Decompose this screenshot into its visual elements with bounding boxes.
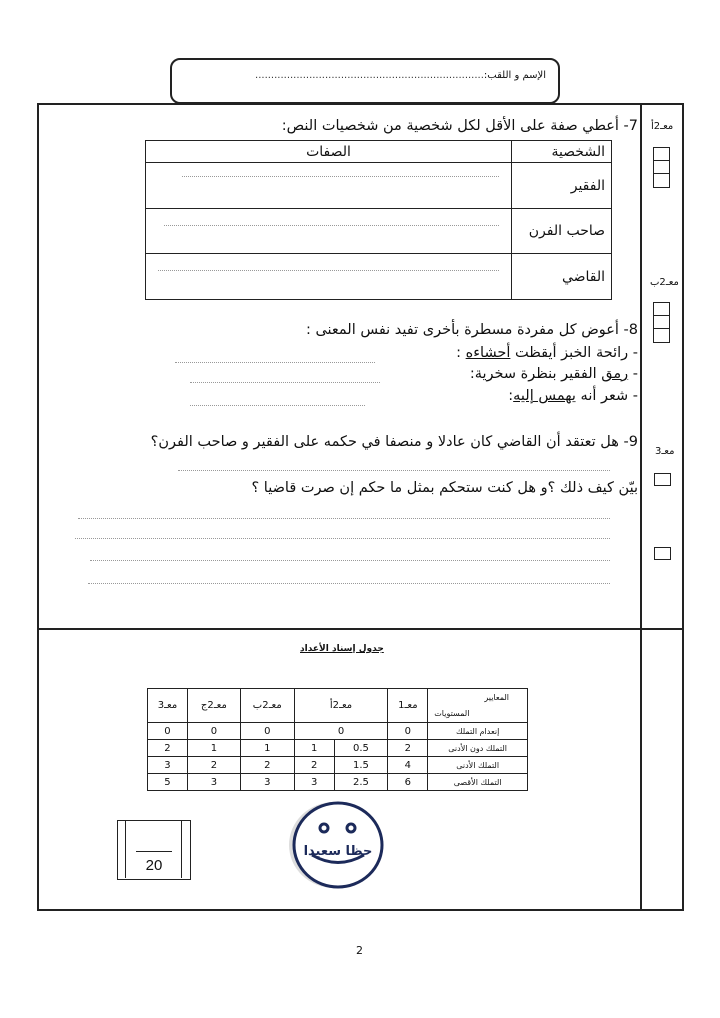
criterion-2b-label: معـ2ب — [650, 277, 679, 288]
grading-title: جدول إسناد الأعداد — [300, 644, 384, 654]
q9-answer-line[interactable] — [75, 538, 610, 539]
table-row: التملك الأدنى 4 1.5 2 2 2 3 — [148, 757, 528, 774]
q7-table — [145, 140, 612, 300]
header-c3: معـ3 — [148, 689, 188, 723]
table-row: التملك الأقصى 6 2.5 3 3 3 5 — [148, 774, 528, 791]
traits-answer[interactable] — [146, 163, 512, 209]
smiley-text: حظا سعيدا — [303, 844, 373, 859]
page-number: 2 — [356, 944, 363, 957]
criteria-divider — [640, 103, 642, 911]
q8-answer[interactable] — [175, 362, 375, 363]
traits-answer[interactable] — [146, 209, 512, 254]
q9-sub: بيّن كيف ذلك ؟و هل كنت ستحكم بمثل ما حكم إن صرت قاضيا ؟ — [251, 480, 638, 496]
q7-title: 7- أعطي صفة على الأقل لكل شخصية من شخصيات النص: — [281, 118, 638, 134]
q8-item: - شعر أنه يهمس إليه: — [508, 388, 638, 404]
criterion-2a-label: معـ2أ — [651, 121, 674, 132]
section-divider — [37, 628, 684, 630]
q9-title: 9- هل تعتقد أن القاضي كان عادلا و منصفا في حكمه على الفقير و صاحب الفرن؟ — [150, 434, 638, 450]
smiley-icon — [282, 795, 392, 895]
name-box[interactable] — [170, 58, 560, 104]
table-row: إنعدام التملك 0 0 0 0 0 — [148, 723, 528, 740]
q9-answer-line[interactable] — [90, 560, 610, 561]
criterion-3-box[interactable] — [654, 473, 671, 486]
criterion-2b-boxes[interactable] — [653, 302, 670, 343]
header-c2a: معـ2أ — [294, 689, 388, 723]
traits-answer[interactable] — [146, 254, 512, 300]
q9-answer-line[interactable] — [78, 518, 610, 519]
score-total: 20 — [145, 857, 163, 874]
header-c2c: معـ2ج — [187, 689, 240, 723]
col-character: الشخصية — [512, 141, 612, 163]
table-row: التملك دون الأدنى 2 0.5 1 1 1 2 — [148, 740, 528, 757]
header-c1: معـ1 — [388, 689, 428, 723]
criterion-3-box[interactable] — [654, 547, 671, 560]
q9-answer-line[interactable] — [88, 583, 610, 584]
character-cell: صاحب الفرن — [512, 209, 612, 254]
name-label: الإسم و اللقب: — [483, 70, 546, 81]
col-traits: الصفات — [146, 141, 512, 163]
character-cell: القاضي — [512, 254, 612, 300]
corner-cell: المعايير المستويات — [428, 689, 528, 723]
character-cell: الفقير — [512, 163, 612, 209]
criterion-3-label: معـ3 — [655, 446, 675, 457]
q8-answer[interactable] — [190, 405, 365, 406]
header-c2b: معـ2ب — [240, 689, 294, 723]
q8-title: 8- أعوض كل مفردة مسطرة بأخرى تفيد نفس المعنى : — [305, 322, 638, 338]
q8-item: - رائحة الخبز أيقظت أحشاءه : — [456, 345, 638, 361]
q9-answer-line[interactable] — [178, 470, 610, 471]
q8-item: - رمق الفقير بنظرة سخرية: — [469, 366, 638, 382]
grading-table — [147, 688, 528, 791]
criterion-2a-boxes[interactable] — [653, 147, 670, 188]
score-box[interactable] — [117, 820, 191, 880]
q8-answer[interactable] — [190, 382, 380, 383]
name-dots: ........................................................................ — [255, 70, 484, 81]
